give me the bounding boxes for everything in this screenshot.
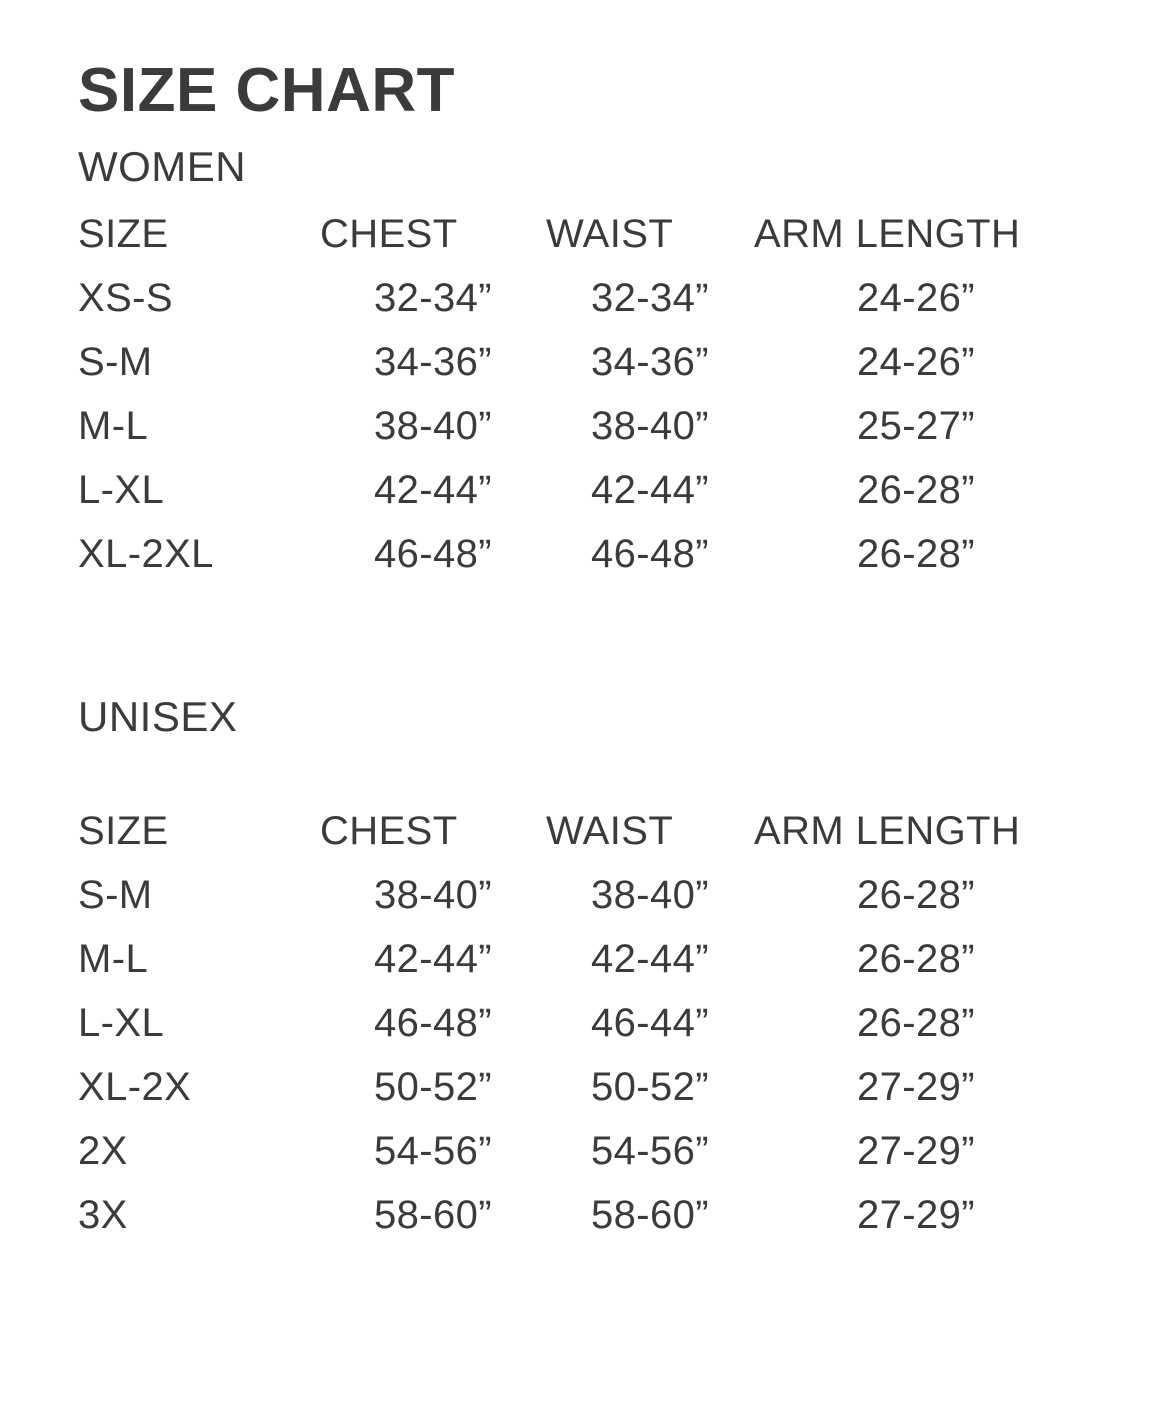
- table-row: [78, 863, 1078, 927]
- page-title: SIZE CHART: [78, 56, 455, 125]
- cell-chest: 46-48”: [373, 531, 493, 576]
- section-heading-unisex: UNISEX: [78, 692, 238, 740]
- cell-arm-length: 26-28”: [856, 937, 976, 982]
- table-row: [78, 458, 1078, 522]
- cell-waist: 38-40”: [590, 403, 710, 448]
- cell-size: XL-2XL: [78, 531, 214, 576]
- table-row: [78, 266, 1078, 330]
- cell-chest: 38-40”: [373, 403, 493, 448]
- cell-arm-length: 27-29”: [856, 1065, 976, 1110]
- cell-chest: 42-44”: [373, 937, 493, 982]
- cell-chest: 46-48”: [373, 1001, 493, 1046]
- table-row: [78, 1055, 1078, 1119]
- cell-size: M-L: [78, 937, 149, 982]
- cell-chest: 32-34”: [373, 275, 493, 320]
- cell-chest: 34-36”: [373, 339, 493, 384]
- column-header-size: SIZE: [78, 211, 169, 256]
- cell-size: XS-S: [78, 275, 173, 320]
- cell-size: M-L: [78, 403, 149, 448]
- cell-waist: 38-40”: [590, 873, 710, 918]
- cell-chest: 38-40”: [373, 873, 493, 918]
- column-header-chest: CHEST: [320, 809, 458, 854]
- cell-waist: 58-60”: [590, 1193, 710, 1238]
- table-header-row: [78, 799, 1078, 863]
- size-table-women: [78, 202, 1078, 586]
- cell-waist: 50-52”: [590, 1065, 710, 1110]
- cell-chest: 58-60”: [373, 1193, 493, 1238]
- cell-arm-length: 26-28”: [856, 1001, 976, 1046]
- cell-size: L-XL: [78, 1001, 165, 1046]
- column-header-waist: WAIST: [546, 809, 674, 854]
- section-women: [78, 141, 1099, 586]
- cell-waist: 42-44”: [590, 467, 710, 512]
- table-row: [78, 927, 1078, 991]
- table-header-row: [78, 202, 1078, 266]
- cell-size: S-M: [78, 339, 153, 384]
- cell-arm-length: 24-26”: [856, 339, 976, 384]
- table-row: [78, 330, 1078, 394]
- cell-arm-length: 27-29”: [856, 1193, 976, 1238]
- column-header-waist: WAIST: [546, 211, 674, 256]
- cell-arm-length: 26-28”: [856, 873, 976, 918]
- cell-arm-length: 27-29”: [856, 1129, 976, 1174]
- size-table-unisex: [78, 799, 1078, 1247]
- table-row: [78, 1119, 1078, 1183]
- cell-chest: 54-56”: [373, 1129, 493, 1174]
- cell-waist: 46-44”: [590, 1001, 710, 1046]
- cell-waist: 54-56”: [590, 1129, 710, 1174]
- cell-size: S-M: [78, 873, 153, 918]
- column-header-size: SIZE: [78, 809, 169, 854]
- table-row: [78, 522, 1078, 586]
- heading-spacer: [78, 751, 1099, 799]
- cell-size: XL-2X: [78, 1065, 192, 1110]
- cell-size: L-XL: [78, 467, 165, 512]
- section-unisex: [78, 691, 1099, 1248]
- cell-waist: 32-34”: [590, 275, 710, 320]
- cell-arm-length: 26-28”: [856, 531, 976, 576]
- cell-chest: 42-44”: [373, 467, 493, 512]
- column-header-arm-length: ARM LENGTH: [754, 211, 1021, 256]
- table-row: [78, 1183, 1078, 1247]
- table-row: [78, 991, 1078, 1055]
- column-header-chest: CHEST: [320, 211, 458, 256]
- cell-waist: 46-48”: [590, 531, 710, 576]
- cell-arm-length: 25-27”: [856, 403, 976, 448]
- cell-waist: 42-44”: [590, 937, 710, 982]
- cell-arm-length: 26-28”: [856, 467, 976, 512]
- section-spacer: [78, 596, 1099, 691]
- table-row: [78, 394, 1078, 458]
- cell-size: 3X: [78, 1193, 128, 1238]
- section-heading-women: WOMEN: [78, 143, 247, 191]
- cell-waist: 34-36”: [590, 339, 710, 384]
- cell-arm-length: 24-26”: [856, 275, 976, 320]
- cell-chest: 50-52”: [373, 1065, 493, 1110]
- cell-size: 2X: [78, 1129, 128, 1174]
- column-header-arm-length: ARM LENGTH: [754, 809, 1021, 854]
